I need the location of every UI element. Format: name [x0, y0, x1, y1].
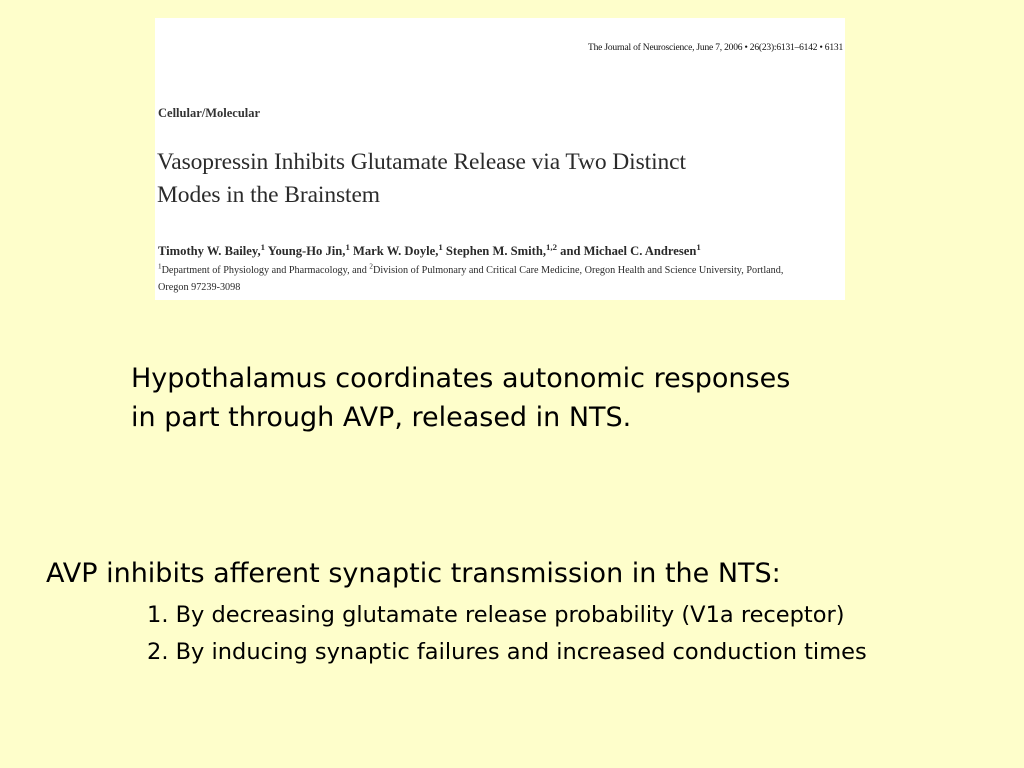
author-name: Mark W. Doyle,: [349, 244, 439, 258]
affiliation-text: Division of Pulmonary and Critical Care Medicine, Oregon Health and Science University, Portland,: [372, 265, 784, 276]
intro-line: Hypothalamus coordinates autonomic responses: [131, 363, 791, 394]
author-name: and Michael C. Andresen: [557, 244, 697, 258]
author-affiliation-mark: 1: [260, 241, 266, 252]
author-affiliation-mark: 1,2: [545, 241, 557, 252]
author-affiliation-mark: 1: [345, 241, 350, 252]
findings-heading: AVP inhibits afferent synaptic transmission in the NTS:: [46, 558, 781, 589]
paper-authors: [158, 241, 701, 259]
paper-title: [157, 146, 837, 212]
author-affiliation-mark: 1: [438, 241, 443, 252]
intro-text: [131, 359, 790, 437]
author-affiliation-mark: 1: [696, 241, 701, 252]
author-name: Timothy W. Bailey,: [158, 244, 261, 258]
paper-section-label: Cellular/Molecular: [158, 106, 261, 120]
finding-item: 1. By decreasing glutamate release probability (V1a receptor): [147, 602, 845, 628]
paper-title-line: Vasopressin Inhibits Glutamate Release via Two Distinct: [157, 149, 686, 175]
journal-citation: The Journal of Neuroscience, June 7, 2006 • 26(23):6131–6142 • 6131: [588, 43, 843, 53]
affiliation-mark: 2: [369, 262, 373, 271]
paper-header-image: [155, 18, 845, 300]
author-name: Young-Ho Jin,: [265, 244, 346, 258]
finding-item: 2. By inducing synaptic failures and increased conduction times: [147, 639, 867, 665]
findings-list: [147, 597, 867, 671]
intro-line: in part through AVP, released in NTS.: [131, 402, 632, 433]
paper-title-line: Modes in the Brainstem: [157, 182, 380, 208]
affiliation-line: Oregon 97239-3098: [158, 282, 241, 293]
affiliation-mark: 1: [158, 262, 162, 271]
author-name: Stephen M. Smith,: [442, 244, 546, 258]
paper-affiliations: [158, 262, 842, 296]
affiliation-text: Department of Physiology and Pharmacology, and: [161, 265, 370, 276]
affiliation-line: [158, 262, 842, 279]
